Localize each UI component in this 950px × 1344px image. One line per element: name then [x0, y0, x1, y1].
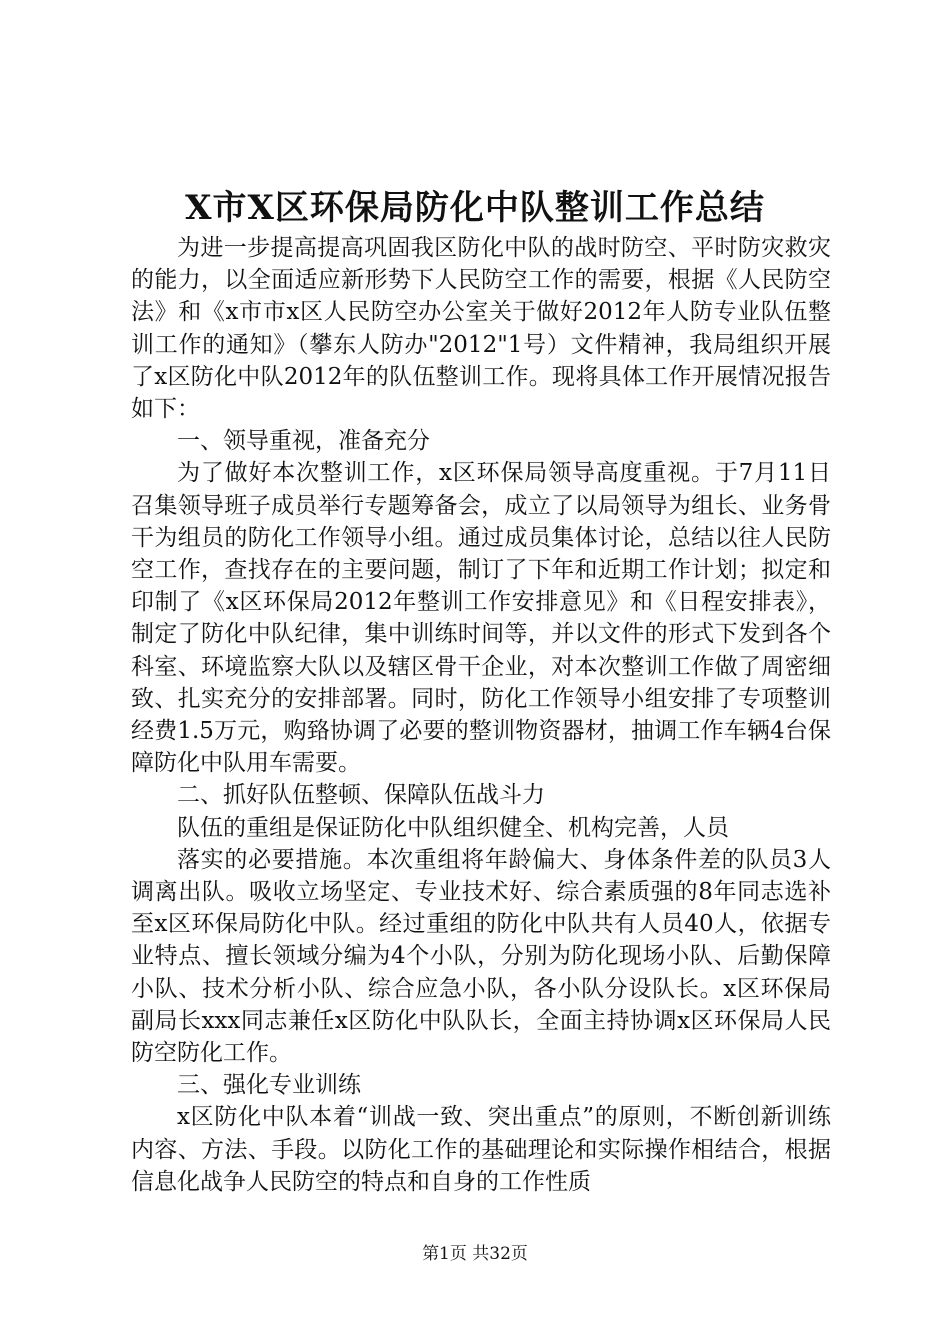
paragraph-section-2-start: 队伍的重组是保证防化中队组织健全、机构完善，人员: [177, 814, 729, 841]
document-title: X市X区环保局防化中队整训工作总结: [185, 188, 765, 228]
paragraph-section-1: 为了做好本次整训工作，x区环保局领导高度重视。于7月11日召集领导班子成员举行专题筹备会，成立了以局领导为组长、业务骨干为组员的防化工作领导小组。通过成员集体讨论，总结以往人民防空工作，查找存在的主要问题，制订了下年和近期工作计划；拟定和印制了《x区环保局2012年整训工作安排意见》和《日程安排表》，制定了防化中队纪律，集中训练时间等，并以文件的形式下发到各个科室、环境监察大队以及辖区骨干企业，对本次整训工作做了周密细致、扎实充分的安排部署。同时，防化工作领导小组安排了专项整训经费1.5万元，购臵协调了必要的整训物资器材，抽调工作车辆4台保障防化中队用车需要。: [131, 460, 831, 777]
paragraph-section-2-cont: 落实的必要措施。本次重组将年龄偏大、身体条件差的队员3人调离出队。吸收立场坚定、专业技术好、综合素质强的8年同志选补至x区环保局防化中队。经过重组的防化中队共有人员40人，依据专业特点、擅长领域分编为4个小队，分别为防化现场小队、后勤保障小队、技术分析小队、综合应急小队，各小队分设队长。x区环保局副局长xxx同志兼任x区防化中队队长，全面主持协调x区环保局人民防空防化工作。: [131, 846, 831, 1067]
paragraph-intro: 为进一步提高提高巩固我区防化中队的战时防空、平时防灾救灾的能力，以全面适应新形势下人民防空工作的需要，根据《人民防空法》和《x市市x区人民防空办公室关于做好2012年人防专业队伍整训工作的通知》（攀东人防办"2012"1号）文件精神，我局组织开展了x区防化中队2012年的队伍整训工作。现将具体工作开展情况报告如下：: [131, 235, 831, 423]
page-number-footer: 第1页 共32页: [422, 1244, 528, 1264]
section-heading-1: 一、领导重视，准备充分: [177, 428, 430, 455]
section-heading-2: 二、抓好队伍整顿、保障队伍战斗力: [177, 782, 545, 809]
paragraph-section-3: x区防化中队本着“训战一致、突出重点”的原则，不断创新训练内容、方法、手段。以防化工作的基础理论和实际操作相结合，根据信息化战争人民防空的特点和自身的工作性质: [131, 1104, 831, 1195]
section-heading-3: 三、强化专业训练: [177, 1072, 361, 1099]
document-body: [131, 232, 831, 1198]
